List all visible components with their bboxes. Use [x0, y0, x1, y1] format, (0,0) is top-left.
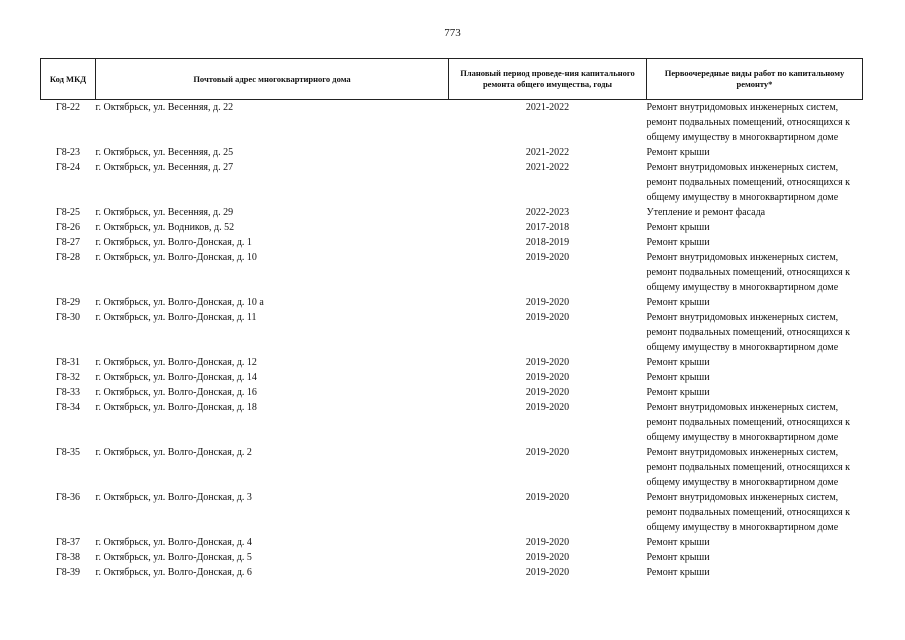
table-row	[41, 205, 863, 220]
repair-period: 2019-2020	[525, 312, 570, 323]
mkd-code: Г8-36	[55, 492, 81, 503]
mkd-code: Г8-32	[55, 372, 81, 383]
repair-period: 2019-2020	[525, 492, 570, 503]
work-line: Ремонт крыши	[646, 297, 710, 308]
work-line: Ремонт крыши	[646, 222, 710, 233]
postal-address: г. Октябрьск, ул. Водников, д. 52	[95, 222, 235, 233]
repair-schedule-table	[40, 58, 863, 580]
repair-period: 2019-2020	[525, 552, 570, 563]
mkd-code: Г8-38	[55, 552, 81, 563]
mkd-code: Г8-28	[55, 252, 81, 263]
postal-address: г. Октябрьск, ул. Волго-Донская, д. 14	[95, 372, 257, 383]
priority-works	[647, 250, 863, 295]
mkd-code: Г8-22	[55, 102, 81, 113]
header-period: Плановый период проведе-ния капитального ремонта общего имущества, годы	[449, 59, 647, 100]
mkd-code: Г8-37	[55, 537, 81, 548]
mkd-code: Г8-29	[55, 297, 81, 308]
repair-period: 2021-2022	[525, 162, 570, 173]
postal-address: г. Октябрьск, ул. Весенняя, д. 29	[95, 207, 234, 218]
work-line: Ремонт крыши	[646, 237, 710, 248]
work-line: Ремонт крыши	[646, 357, 710, 368]
table-row	[41, 550, 863, 565]
work-line: Ремонт внутридомовых инженерных систем,	[646, 102, 839, 113]
work-line: Ремонт внутридомовых инженерных систем,	[646, 162, 839, 173]
work-line: общему имуществу в многоквартирном доме	[646, 522, 839, 533]
mkd-code: Г8-26	[55, 222, 81, 233]
postal-address: г. Октябрьск, ул. Волго-Донская, д. 6	[95, 567, 252, 578]
table-row	[41, 355, 863, 370]
priority-works	[647, 220, 863, 235]
repair-period: 2019-2020	[525, 252, 570, 263]
postal-address: г. Октябрьск, ул. Волго-Донская, д. 16	[95, 387, 257, 398]
repair-period: 2022-2023	[525, 207, 570, 218]
work-line: Ремонт крыши	[646, 387, 710, 398]
repair-period: 2019-2020	[525, 567, 570, 578]
table-row	[41, 565, 863, 580]
priority-works	[647, 145, 863, 160]
work-line: общему имуществу в многоквартирном доме	[646, 282, 839, 293]
mkd-code: Г8-35	[55, 447, 81, 458]
table-row	[41, 370, 863, 385]
priority-works	[647, 205, 863, 220]
work-line: Ремонт крыши	[646, 147, 710, 158]
postal-address: г. Октябрьск, ул. Волго-Донская, д. 2	[95, 447, 252, 458]
postal-address: г. Октябрьск, ул. Волго-Донская, д. 10 а	[95, 297, 264, 308]
mkd-code: Г8-27	[55, 237, 81, 248]
repair-period: 2019-2020	[525, 537, 570, 548]
work-line: Ремонт крыши	[646, 552, 710, 563]
postal-address: г. Октябрьск, ул. Весенняя, д. 25	[95, 147, 234, 158]
postal-address: г. Октябрьск, ул. Волго-Донская, д. 3	[95, 492, 252, 503]
table-row	[41, 235, 863, 250]
work-line: общему имуществу в многоквартирном доме	[646, 132, 839, 143]
repair-period: 2018-2019	[525, 237, 570, 248]
priority-works	[647, 445, 863, 490]
repair-period: 2021-2022	[525, 147, 570, 158]
work-line: общему имуществу в многоквартирном доме	[646, 432, 839, 443]
priority-works	[647, 295, 863, 310]
work-line: общему имуществу в многоквартирном доме	[646, 477, 839, 488]
mkd-code: Г8-39	[55, 567, 81, 578]
work-line: Ремонт крыши	[646, 537, 710, 548]
postal-address: г. Октябрьск, ул. Волго-Донская, д. 18	[95, 402, 257, 413]
table-header	[41, 59, 863, 100]
work-line: Ремонт внутридомовых инженерных систем,	[646, 402, 839, 413]
priority-works	[647, 535, 863, 550]
work-line: Ремонт внутридомовых инженерных систем,	[646, 447, 839, 458]
work-line: общему имуществу в многоквартирном доме	[646, 192, 839, 203]
priority-works	[647, 235, 863, 250]
priority-works	[647, 160, 863, 205]
postal-address: г. Октябрьск, ул. Весенняя, д. 22	[95, 102, 234, 113]
repair-period: 2019-2020	[525, 357, 570, 368]
page-number: 773	[444, 27, 461, 39]
repair-period: 2019-2020	[525, 447, 570, 458]
work-line: ремонт подвальных помещений, относящихся к	[646, 507, 851, 518]
mkd-code: Г8-24	[55, 162, 81, 173]
work-line: Утепление и ремонт фасада	[646, 207, 766, 218]
priority-works	[647, 385, 863, 400]
repair-period: 2021-2022	[525, 102, 570, 113]
postal-address: г. Октябрьск, ул. Волго-Донская, д. 10	[95, 252, 257, 263]
work-line: Ремонт внутридомовых инженерных систем,	[646, 252, 839, 263]
table-row	[41, 385, 863, 400]
repair-period: 2019-2020	[525, 372, 570, 383]
postal-address: г. Октябрьск, ул. Волго-Донская, д. 11	[95, 312, 257, 323]
mkd-code: Г8-33	[55, 387, 81, 398]
priority-works	[647, 100, 863, 146]
mkd-code: Г8-34	[55, 402, 81, 413]
work-line: ремонт подвальных помещений, относящихся к	[646, 267, 851, 278]
table-row	[41, 295, 863, 310]
work-line: Ремонт крыши	[646, 567, 710, 578]
priority-works	[647, 370, 863, 385]
header-row	[41, 59, 863, 100]
table-body	[41, 100, 863, 581]
priority-works	[647, 400, 863, 445]
postal-address: г. Октябрьск, ул. Весенняя, д. 27	[95, 162, 234, 173]
work-line: ремонт подвальных помещений, относящихся к	[646, 462, 851, 473]
postal-address: г. Октябрьск, ул. Волго-Донская, д. 5	[95, 552, 252, 563]
priority-works	[647, 355, 863, 370]
work-line: ремонт подвальных помещений, относящихся к	[646, 327, 851, 338]
repair-period: 2017-2018	[525, 222, 570, 233]
header-code: Код МКД	[41, 59, 96, 100]
table-row	[41, 445, 863, 490]
table-row	[41, 310, 863, 355]
table-row	[41, 100, 863, 146]
work-line: Ремонт внутридомовых инженерных систем,	[646, 312, 839, 323]
mkd-code: Г8-25	[55, 207, 81, 218]
repair-period: 2019-2020	[525, 387, 570, 398]
postal-address: г. Октябрьск, ул. Волго-Донская, д. 12	[95, 357, 257, 368]
repair-period: 2019-2020	[525, 402, 570, 413]
mkd-code: Г8-23	[55, 147, 81, 158]
work-line: ремонт подвальных помещений, относящихся к	[646, 177, 851, 188]
priority-works	[647, 565, 863, 580]
postal-address: г. Октябрьск, ул. Волго-Донская, д. 1	[95, 237, 252, 248]
table-row	[41, 490, 863, 535]
work-line: общему имуществу в многоквартирном доме	[646, 342, 839, 353]
table-row	[41, 535, 863, 550]
work-line: Ремонт внутридомовых инженерных систем,	[646, 492, 839, 503]
priority-works	[647, 490, 863, 535]
postal-address: г. Октябрьск, ул. Волго-Донская, д. 4	[95, 537, 252, 548]
mkd-code: Г8-31	[55, 357, 81, 368]
table-row	[41, 400, 863, 445]
mkd-code: Г8-30	[55, 312, 81, 323]
header-work: Первоочередные виды работ по капитальному ремонту*	[647, 59, 863, 100]
work-line: ремонт подвальных помещений, относящихся к	[646, 417, 851, 428]
priority-works	[647, 310, 863, 355]
header-address: Почтовый адрес многоквартирного дома	[96, 59, 449, 100]
repair-period: 2019-2020	[525, 297, 570, 308]
priority-works	[647, 550, 863, 565]
table-row	[41, 145, 863, 160]
work-line: ремонт подвальных помещений, относящихся к	[646, 117, 851, 128]
work-line: Ремонт крыши	[646, 372, 710, 383]
table-row	[41, 250, 863, 295]
table-row	[41, 160, 863, 205]
table-row	[41, 220, 863, 235]
